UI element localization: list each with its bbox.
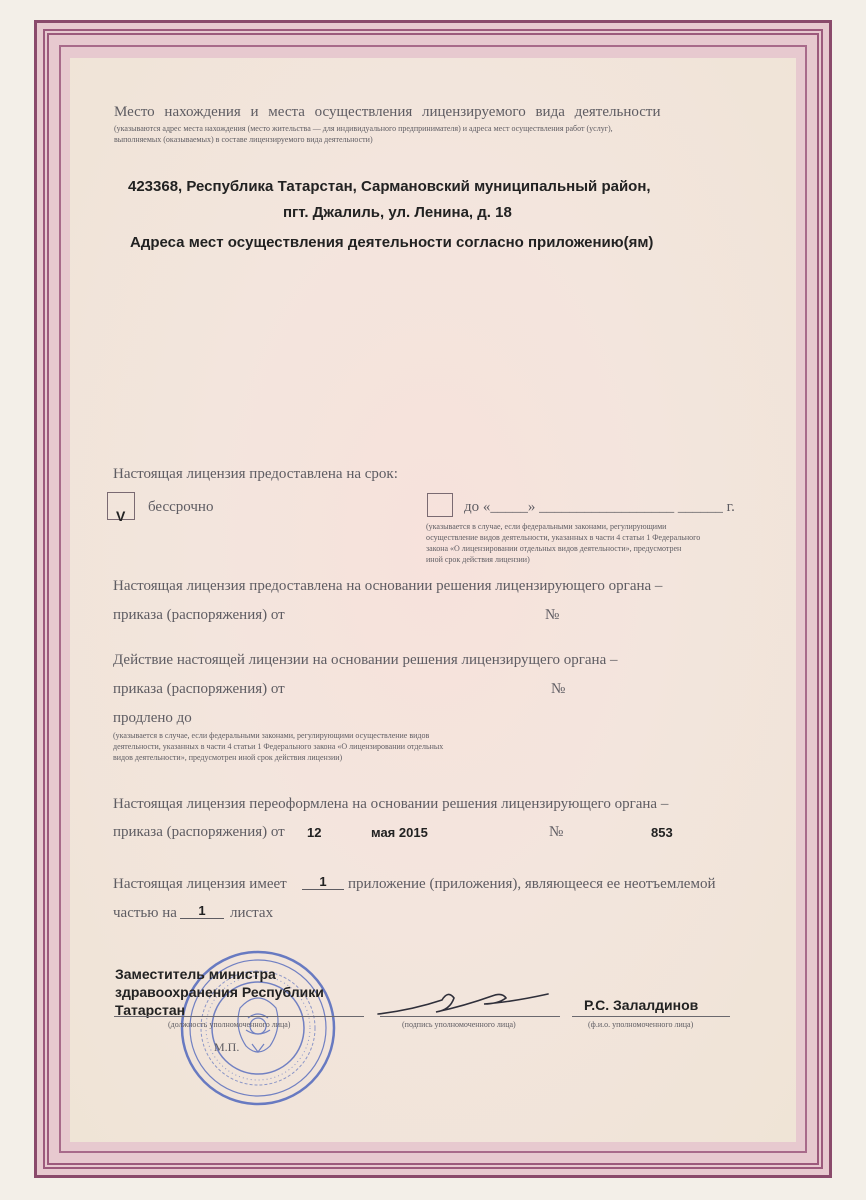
handwritten-signature [372, 984, 562, 1024]
appendix-line-1-pre: Настоящая лицензия имеет [113, 876, 287, 892]
reissue-month-year: мая 2015 [371, 825, 428, 840]
signature-line [380, 1016, 560, 1017]
until-hint-1: (указывается в случае, если федеральными законами, регулирующими [426, 522, 667, 531]
until-hint-4: иной срок действия лицензии) [426, 555, 530, 564]
extension-hint-1: (указывается в случае, если федеральными законами, регулирующими осуществление видов [113, 731, 430, 740]
reissue-number: 853 [651, 825, 673, 840]
appendix-line-2-post: листах [230, 905, 274, 921]
extension-line-1: Действие настоящей лицензии на основании решения лицензирущего органа – [113, 652, 618, 668]
until-checkbox [427, 493, 453, 517]
address-line-2: пгт. Джалиль, ул. Ленина, д. 18 [283, 204, 512, 221]
address-line-3: Адреса мест осуществления деятельности согласно приложению(ям) [130, 234, 654, 251]
name-caption: (ф.и.о. уполномоченного лица) [588, 1020, 694, 1029]
address-line-1: 423368, Республика Татарстан, Сармановский муниципальный район, [128, 178, 651, 195]
extension-hint-3: видов деятельности», предусмотрен иной срок действия лицензии) [113, 753, 343, 762]
unlimited-label: бессрочно [148, 499, 214, 515]
location-hint-1: (указываются адрес места нахождения (место жительства — для индивидуального предпринимателя) и адреса мест осуществления работ (услуг), [114, 124, 613, 133]
name-line [572, 1016, 730, 1017]
signatory-position-2: здравоохранения Республики [115, 984, 324, 1000]
signatory-name: Р.С. Залалдинов [584, 997, 699, 1013]
extension-hint-2: деятельности, указанных в части 4 статьи 1 Федерального закона «О лицензировании отдельных [113, 742, 444, 751]
reissue-line-2: приказа (распоряжения) от [113, 824, 285, 840]
appendix-count: 1 [302, 874, 344, 890]
position-caption: (должность уполномоченного лица) [168, 1020, 291, 1029]
until-hint-3: закона «О лицензировании отдельных видов деятельности», предусмотрен [426, 544, 682, 553]
reissue-line-1: Настоящая лицензия переоформлена на основании решения лицензирующего органа – [113, 796, 669, 812]
extension-line-2: приказа (распоряжения) от [113, 681, 285, 697]
extension-line-3: продлено до [113, 710, 192, 726]
basis-line-2: приказа (распоряжения) от [113, 607, 285, 623]
basis-line-1: Настоящая лицензия предоставлена на основании решения лицензирующего органа – [113, 578, 663, 594]
checkbox-mark: V [116, 508, 126, 524]
extension-number-label: № [551, 681, 566, 697]
reissue-day: 12 [307, 825, 322, 840]
signature-caption: (подпись уполномоченного лица) [402, 1020, 516, 1029]
signatory-position-1: Заместитель министра [115, 966, 276, 982]
position-line [114, 1016, 364, 1017]
basis-number-label: № [545, 607, 560, 623]
location-hint-2: выполняемых (оказываемых) в составе лицензируемого вида деятельности) [114, 135, 373, 144]
location-heading: Место нахождения и места осуществления лицензируемого вида деятельности [114, 104, 661, 120]
signatory-position-3: Татарстан [115, 1002, 186, 1018]
appendix-line-1-post: приложение (приложения), являющееся ее неотъемлемой [348, 876, 716, 892]
term-heading: Настоящая лицензия предоставлена на срок: [113, 466, 398, 482]
seal-label: М.П. [214, 1040, 240, 1054]
reissue-number-label: № [549, 824, 564, 840]
until-hint-2: осуществление видов деятельности, указанных в части 4 статьи 1 Федерального [426, 533, 701, 542]
until-date-label: до «_____» __________________ ______ г. [464, 499, 735, 515]
appendix-sheets: 1 [180, 903, 224, 919]
appendix-line-2-pre: частью на [113, 905, 177, 921]
